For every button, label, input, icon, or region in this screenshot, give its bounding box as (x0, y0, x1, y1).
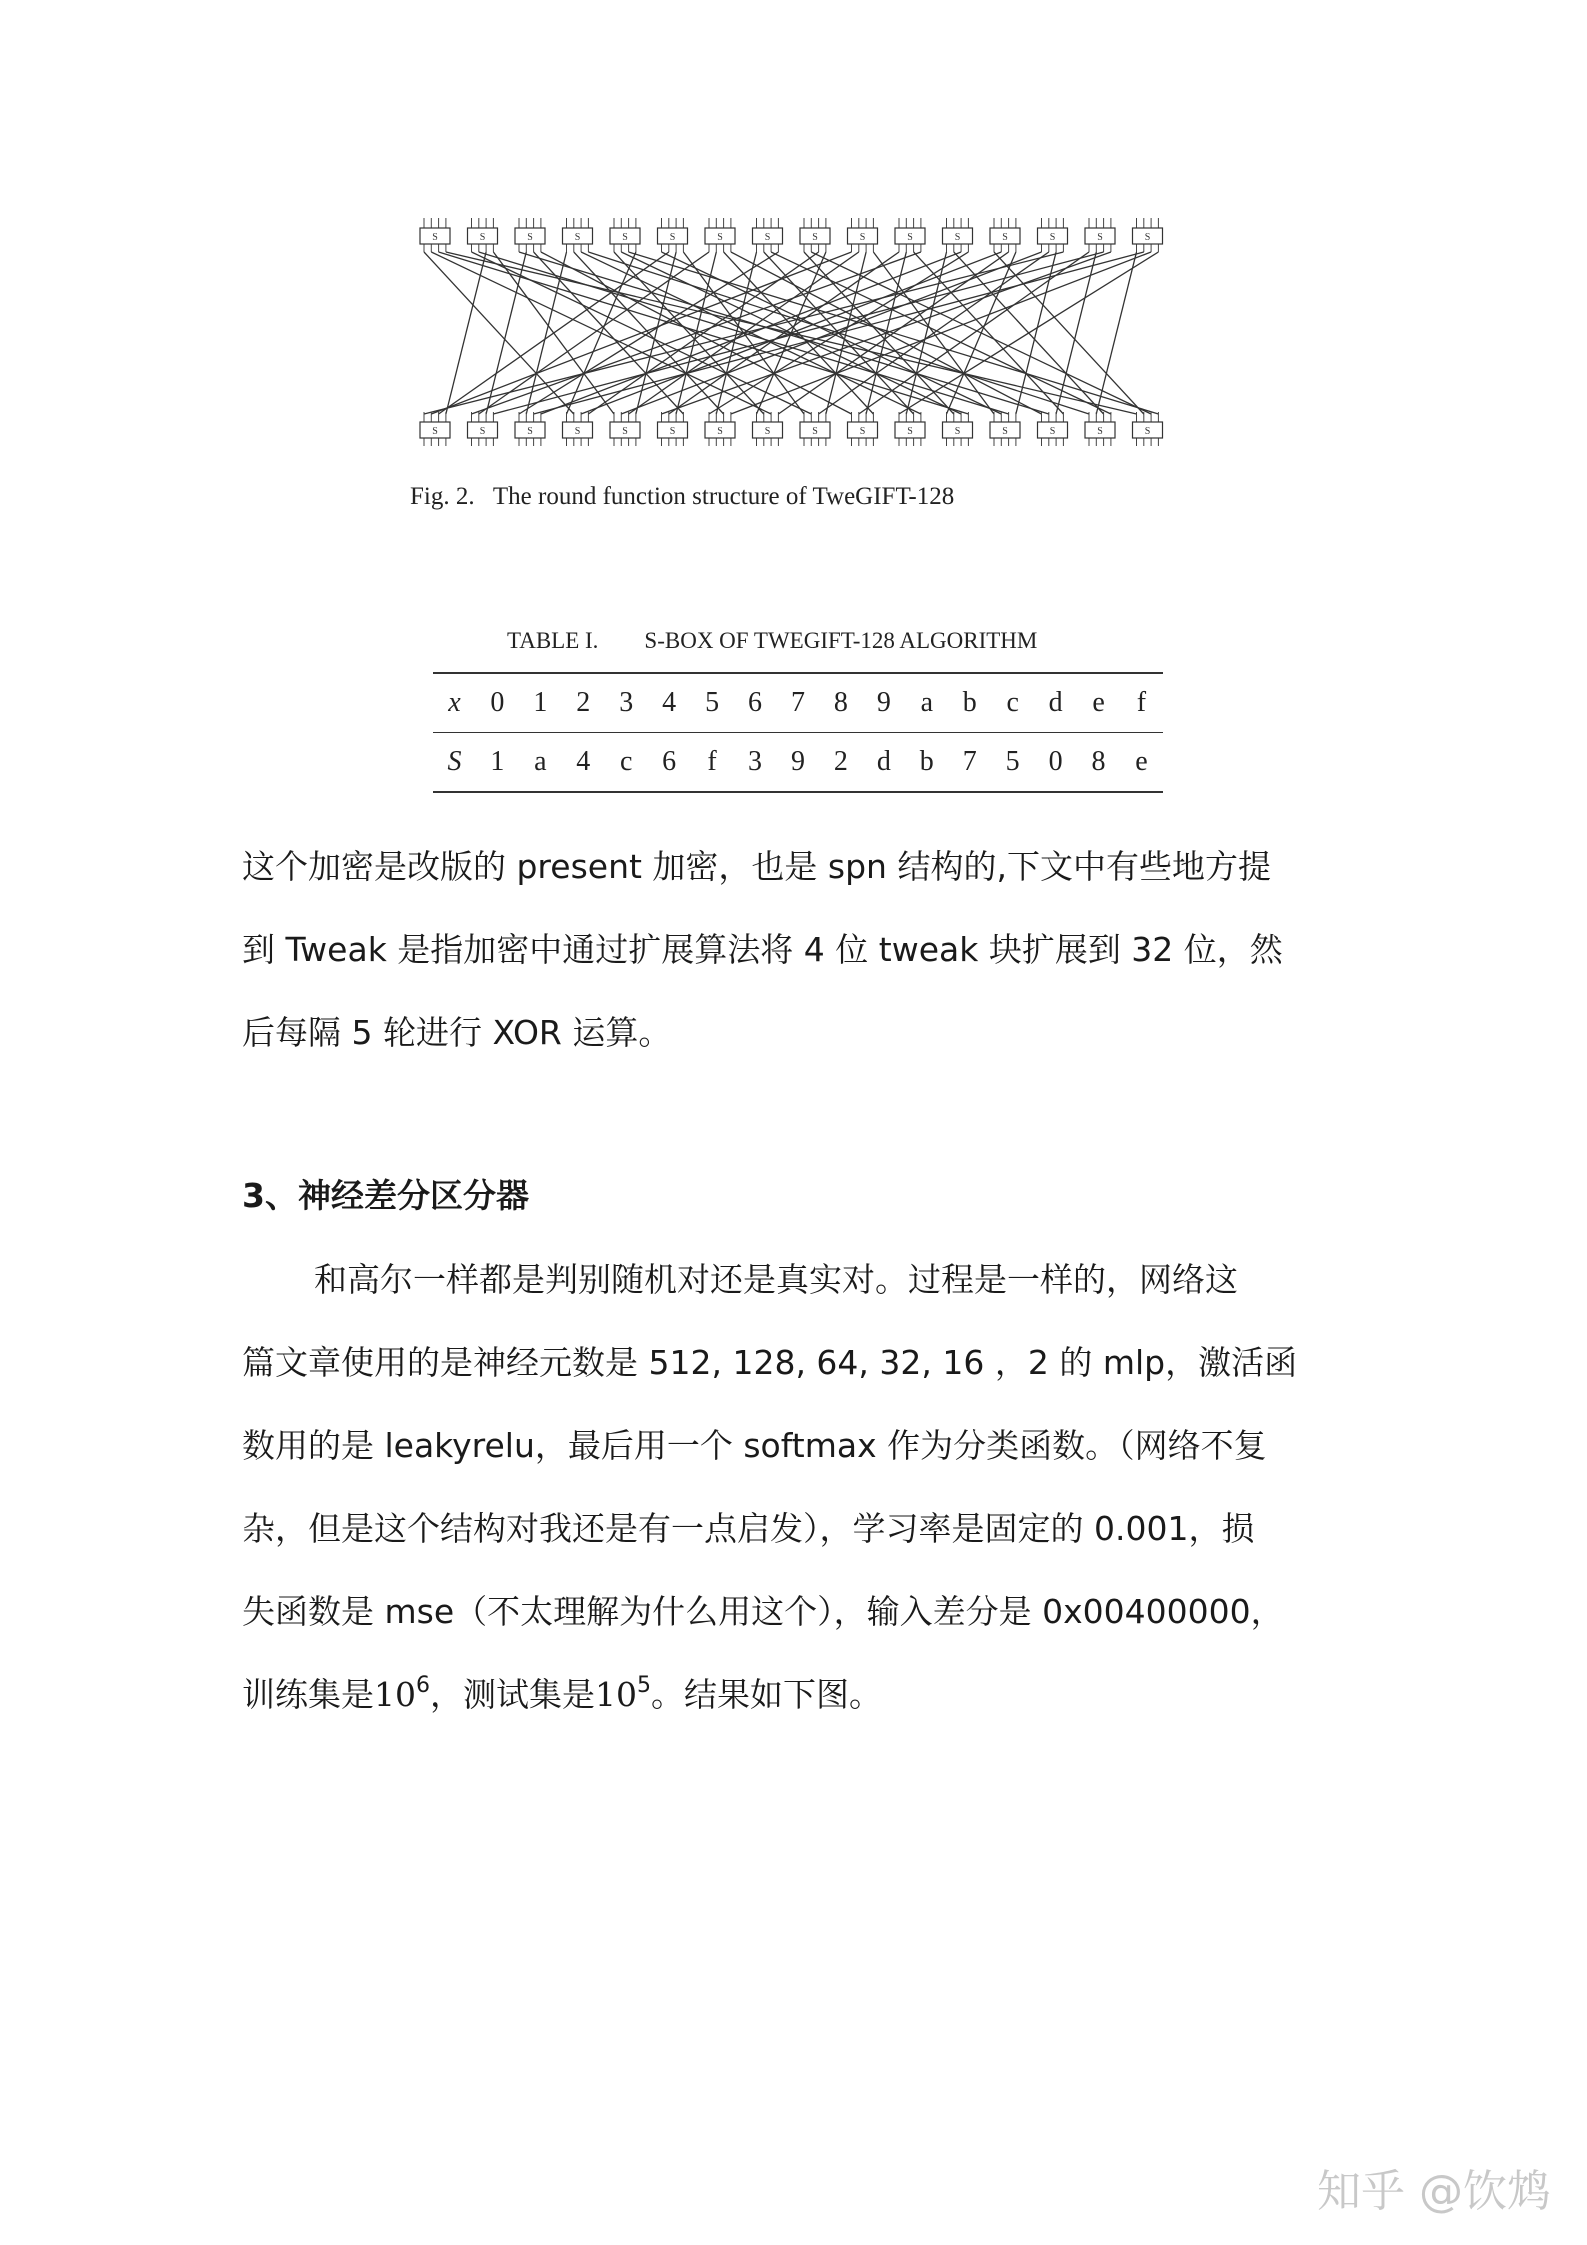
sbox-cell: 8 (1091, 746, 1106, 777)
sbox-cell: 1 (490, 746, 505, 777)
sbox-label: S (1049, 426, 1056, 437)
sbox-cell: e (1092, 687, 1105, 718)
sbox-label: S (1097, 232, 1103, 243)
sbox-label: S (479, 426, 486, 437)
text-segment: 。结果如下图。 (651, 1675, 882, 1714)
sbox-label: S (859, 232, 866, 243)
paragraph-line: 杂，但是这个结构对我还是有一点启发），学习率是固定的 0.001，损 (242, 1509, 1255, 1548)
sbox-cell: 7 (962, 746, 977, 777)
sbox-label: S (1097, 426, 1103, 437)
permutation-wire (479, 252, 709, 414)
permutation-wire (914, 252, 1064, 414)
math-base: 10 (595, 1675, 637, 1714)
sbox-cell: 3 (619, 687, 634, 718)
paragraph-line: 篇文章使用的是神经元数是 512, 128, 64, 32, 16 ，2 的 mlp，激活函 (242, 1343, 1298, 1382)
sbox-cell: c (620, 746, 633, 777)
sbox-cell: 5 (705, 687, 720, 718)
paragraph-distinguisher (242, 1238, 1357, 1736)
sbox-cell: b (962, 687, 977, 718)
sbox-label: S (669, 426, 676, 437)
sbox-row-header: S (447, 746, 462, 777)
sbox-label: S (764, 232, 771, 243)
table-caption: TABLE I. S-BOX OF TWEGIFT-128 ALGORITHM (507, 628, 1038, 653)
sbox-cell: b (919, 746, 934, 777)
section-heading: 3、神经差分区分器 (242, 1176, 529, 1215)
sbox-row-header: x (448, 687, 461, 718)
sbox-cell: 1 (533, 687, 548, 718)
math-exponent: 5 (637, 1673, 651, 1698)
sbox-cell: 9 (790, 746, 805, 777)
sbox-label: S (1002, 232, 1008, 243)
sbox-cell: 3 (748, 746, 763, 777)
figure-caption: Fig. 2. The round function structure of TweGIFT-128 (410, 483, 955, 510)
sbox-cell: a (920, 687, 933, 718)
permutation-wire (1056, 252, 1096, 414)
sbox-row-s (433, 732, 1163, 791)
sbox-cell: 5 (1005, 746, 1020, 777)
sbox-cell: a (534, 746, 547, 777)
sbox-cell: 4 (662, 687, 677, 718)
sbox-cell: e (1135, 746, 1148, 777)
permutation-wire (439, 252, 669, 414)
sbox-cell: f (707, 746, 717, 777)
sbox-label: S (669, 232, 676, 243)
sbox-label: S (527, 426, 533, 437)
sbox-cell: 4 (576, 746, 591, 777)
sbox-cell: d (1048, 687, 1063, 718)
sbox-label: S (1144, 426, 1151, 437)
zhihu-watermark: 知乎 @饮鸩 (1317, 2166, 1551, 2217)
sbox-cell: 9 (876, 687, 891, 718)
math-base: 10 (374, 1675, 416, 1714)
permutation-wire (1096, 252, 1136, 414)
paragraph-line: 和高尔一样都是判别随机对还是真实对。过程是一样的，网络这 (314, 1260, 1238, 1299)
sbox-label: S (812, 426, 818, 437)
sbox-label: S (954, 426, 961, 437)
sbox-cell: 0 (490, 687, 505, 718)
sbox-label: S (479, 232, 486, 243)
sbox-row-x (433, 674, 1163, 732)
sbox-label: S (574, 232, 581, 243)
sbox-label: S (764, 426, 771, 437)
sbox-label: S (1002, 426, 1008, 437)
sbox-label: S (717, 232, 723, 243)
sbox-cell: c (1006, 687, 1019, 718)
sbox-label: S (622, 232, 628, 243)
paragraph-line: 失函数是 mse（不太理解为什么用这个），输入差分是 0x00400000， (242, 1592, 1284, 1631)
paragraph-line: 到 Tweak 是指加密中通过扩展算法将 4 位 tweak 块扩展到 32 位，然 (242, 930, 1283, 969)
sbox-cell: d (876, 746, 891, 777)
sbox-label: S (527, 232, 533, 243)
sbox-cell: 0 (1048, 746, 1063, 777)
text-segment: 训练集是 (242, 1675, 374, 1714)
sbox-cell: 2 (576, 687, 591, 718)
sbox-label: S (432, 426, 438, 437)
round-function-figure (405, 200, 1185, 470)
paragraph-line (242, 1653, 1357, 1736)
sbox-label: S (574, 426, 581, 437)
permutation-wire (534, 252, 684, 414)
sbox-cell: 8 (833, 687, 848, 718)
permutation-wire (526, 252, 566, 414)
paragraph-line: 后每隔 5 轮进行 XOR 运算。 (242, 1013, 672, 1052)
math-exponent: 6 (416, 1673, 430, 1698)
sbox-label: S (954, 232, 961, 243)
permutation-wire (804, 252, 954, 414)
sbox-cell: 6 (748, 687, 763, 718)
sbox-label: S (859, 426, 866, 437)
sbox-label: S (717, 426, 723, 437)
sbox-label: S (812, 232, 818, 243)
permutation-wire (446, 252, 486, 414)
paragraph-line: 数用的是 leakyrelu，最后用一个 softmax 作为分类函数。（网络不复 (242, 1426, 1267, 1465)
permutation-wire (662, 252, 1111, 414)
sbox-label: S (1144, 232, 1151, 243)
sbox-cell: f (1136, 687, 1147, 718)
sbox-cell: 6 (662, 746, 677, 777)
sbox-cell: 7 (790, 687, 805, 718)
paragraph-line: 这个加密是改版的 present 加密，也是 spn 结构的,下文中有些地方提 (242, 847, 1271, 886)
sbox-label: S (1049, 232, 1056, 243)
sbox-label: S (622, 426, 628, 437)
text-segment: ，测试集是 (430, 1675, 595, 1714)
sbox-label: S (907, 232, 913, 243)
paragraph-intro (242, 825, 1357, 1074)
permutation-wire (994, 252, 1144, 414)
sbox-label: S (432, 232, 438, 243)
permutation-wire (947, 252, 1016, 414)
sbox-label: S (907, 426, 913, 437)
sbox-cell: 2 (833, 746, 848, 777)
sbox-table (433, 672, 1163, 793)
round-function-diagram (405, 200, 1185, 470)
